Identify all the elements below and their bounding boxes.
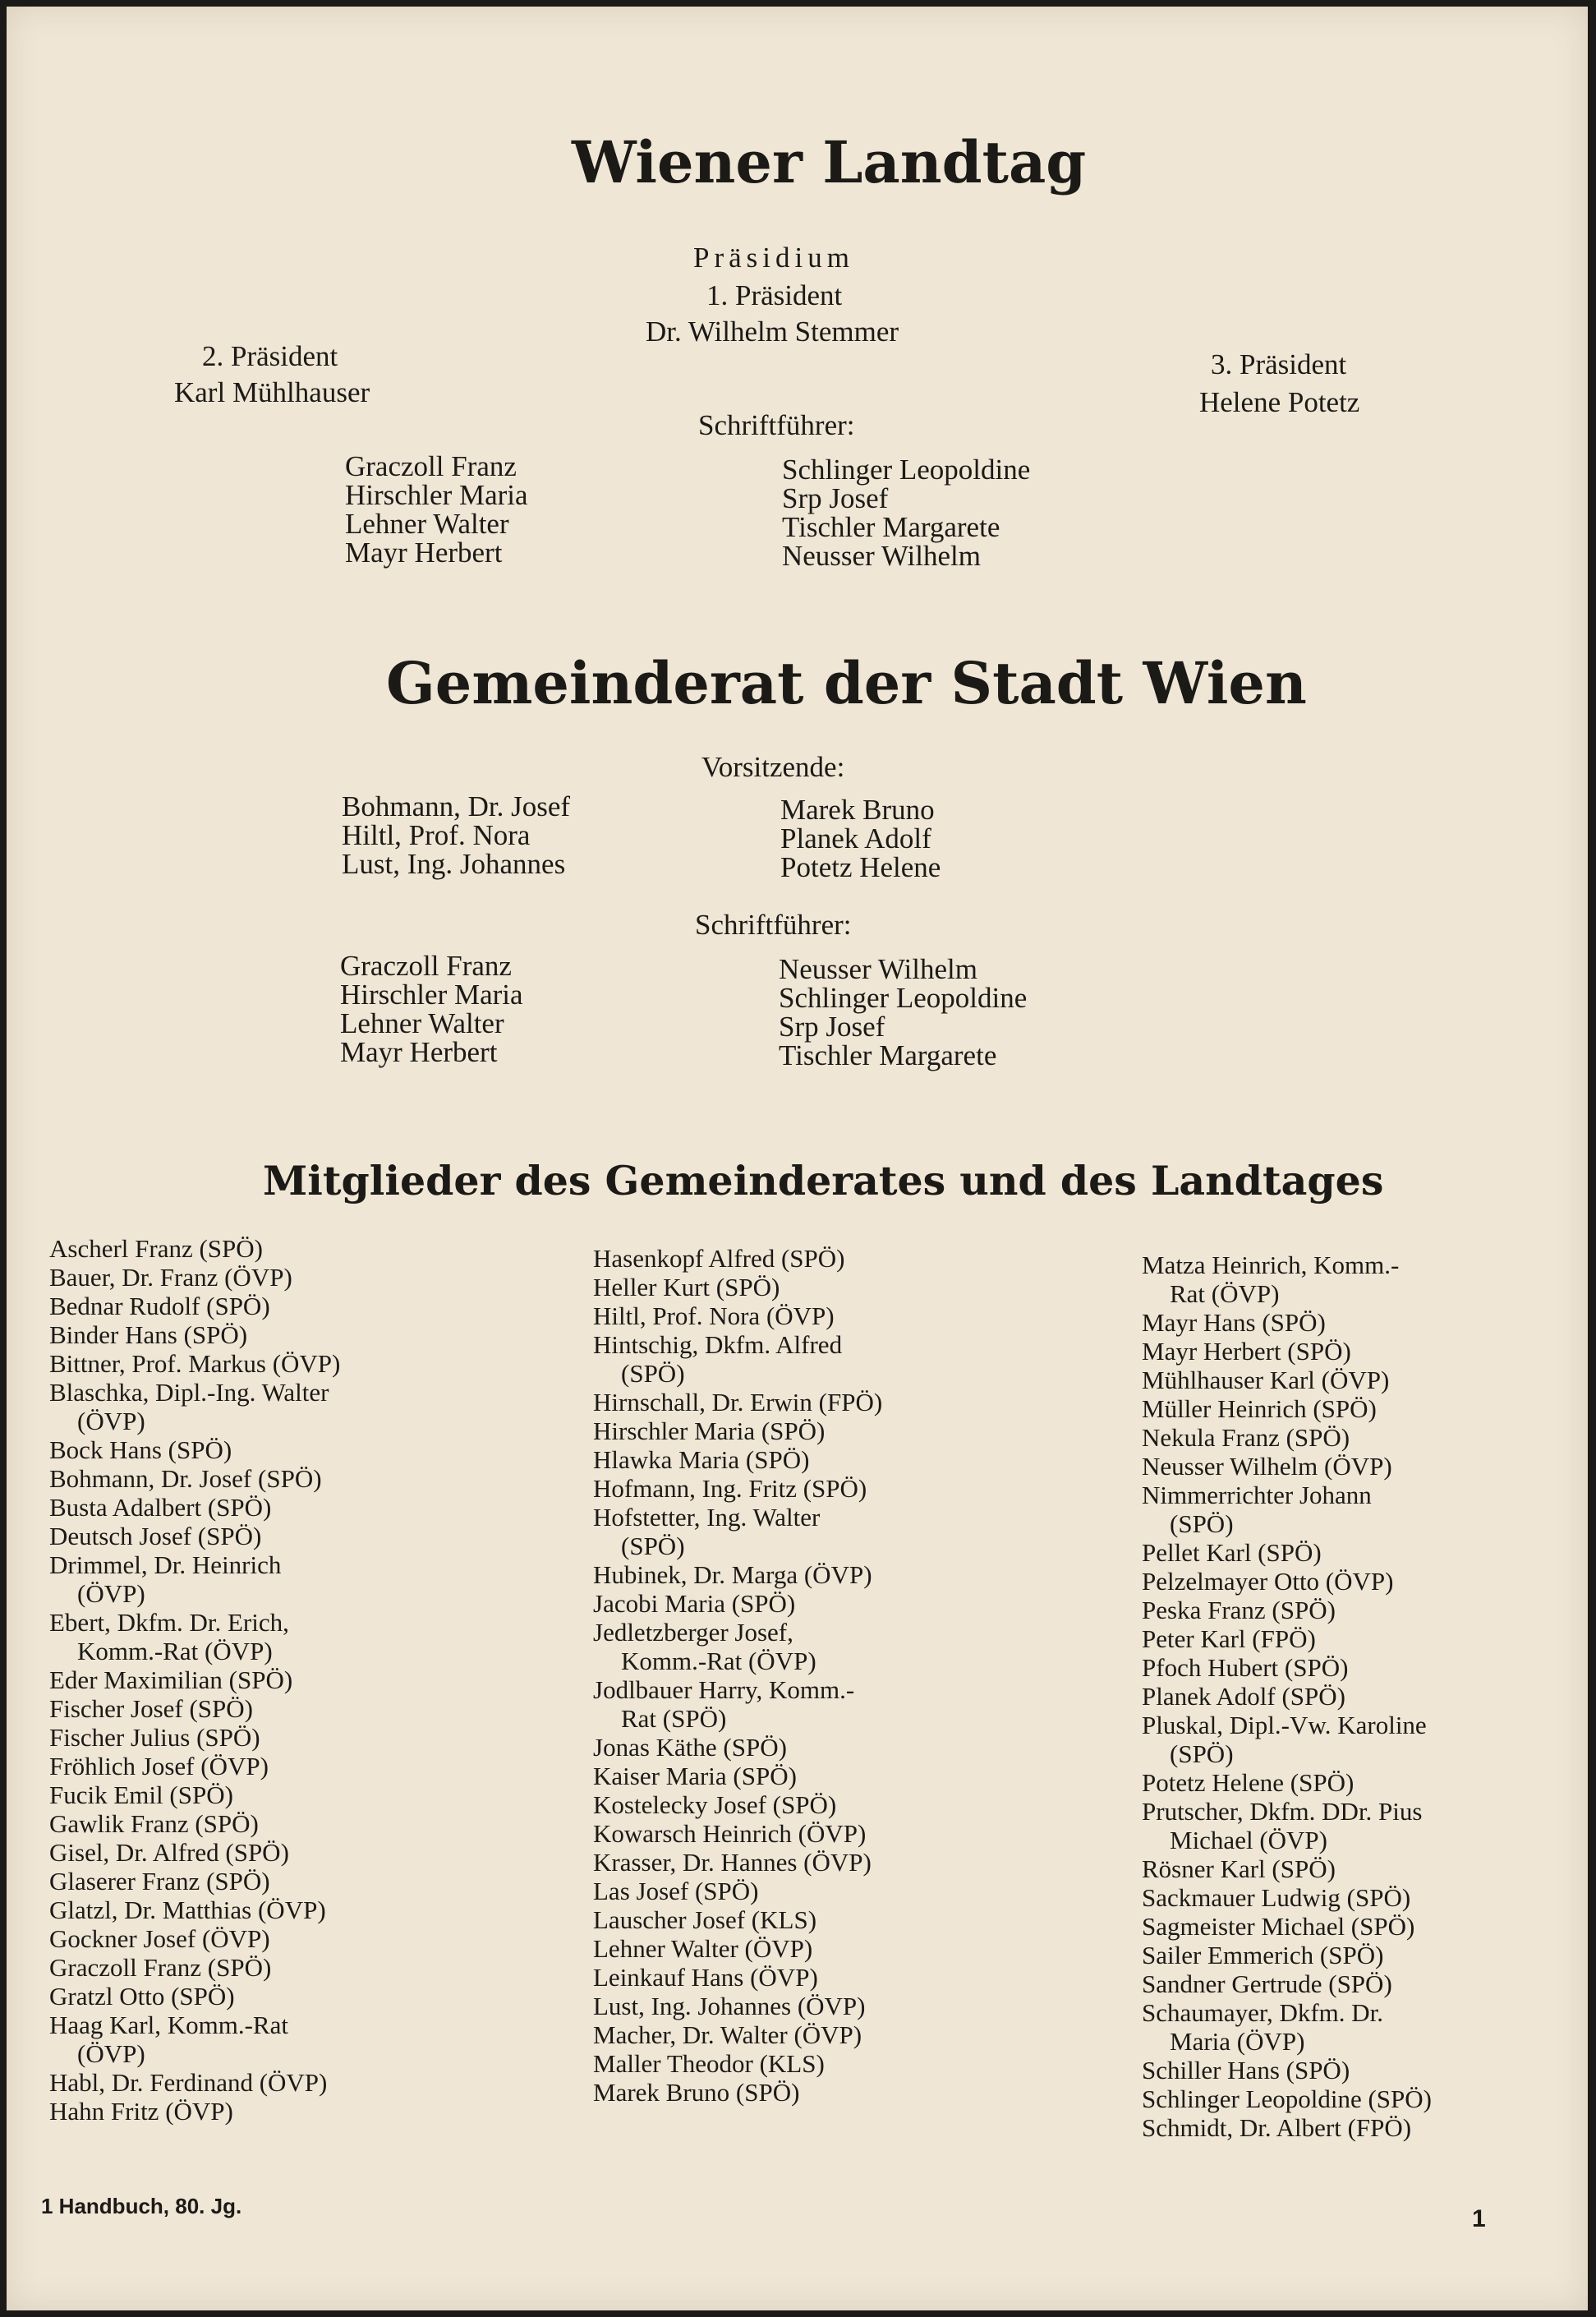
member-name: Pluskal, Dipl.-Vw. Karoline bbox=[1142, 1711, 1427, 1739]
member-entry-continuation: Rat (SPÖ) bbox=[621, 1704, 727, 1733]
member-entry bbox=[593, 1963, 882, 1992]
member-entry bbox=[49, 1665, 340, 1694]
member-name: Pfoch Hubert (SPÖ) bbox=[1142, 1653, 1349, 1682]
member-entry bbox=[1142, 1337, 1432, 1366]
member-name: Glaserer Franz (SPÖ) bbox=[49, 1867, 270, 1896]
member-entry bbox=[49, 1550, 340, 1608]
member-entry bbox=[1142, 1998, 1432, 2056]
member-entry bbox=[1142, 1251, 1432, 1308]
member-entry bbox=[1142, 1768, 1432, 1797]
member-entry bbox=[593, 1762, 882, 1790]
list-item: Lehner Walter bbox=[340, 1007, 504, 1039]
member-name: Heller Kurt (SPÖ) bbox=[593, 1273, 780, 1301]
member-name: Blaschka, Dipl.-Ing. Walter bbox=[49, 1378, 329, 1407]
member-name: Planek Adolf (SPÖ) bbox=[1142, 1682, 1345, 1711]
member-name: Hirschler Maria (SPÖ) bbox=[593, 1416, 826, 1445]
member-entry bbox=[1142, 1452, 1432, 1481]
member-name: Kostelecky Josef (SPÖ) bbox=[593, 1790, 837, 1819]
member-name: Peter Karl (FPÖ) bbox=[1142, 1624, 1316, 1653]
member-entry bbox=[593, 1301, 882, 1330]
member-name: Neusser Wilhelm (ÖVP) bbox=[1142, 1452, 1392, 1481]
member-entry bbox=[1142, 1912, 1432, 1941]
member-entry bbox=[1142, 2056, 1432, 2084]
gemeinderat-title: Gemeinderat der Stadt Wien bbox=[386, 649, 1307, 717]
vorsitzende-left bbox=[342, 792, 570, 878]
member-entry bbox=[49, 1608, 340, 1665]
member-entry bbox=[49, 1292, 340, 1320]
member-entry bbox=[593, 1675, 882, 1733]
member-name: Fucik Emil (SPÖ) bbox=[49, 1780, 233, 1809]
member-entry bbox=[49, 1234, 340, 1263]
member-entry bbox=[593, 2020, 882, 2049]
member-name: Gockner Josef (ÖVP) bbox=[49, 1924, 270, 1953]
member-entry bbox=[49, 1435, 340, 1464]
member-entry bbox=[49, 1320, 340, 1349]
member-name: Schiller Hans (SPÖ) bbox=[1142, 2056, 1350, 2084]
member-name: Schmidt, Dr. Albert (FPÖ) bbox=[1142, 2113, 1412, 2142]
list-item: Hirschler Maria bbox=[340, 979, 523, 1011]
member-entry bbox=[49, 1924, 340, 1953]
document-page bbox=[7, 7, 1588, 2310]
member-name: Drimmel, Dr. Heinrich bbox=[49, 1550, 282, 1579]
member-entry bbox=[1142, 1567, 1432, 1596]
member-name: Mayr Herbert (SPÖ) bbox=[1142, 1337, 1351, 1366]
member-name: Ascherl Franz (SPÖ) bbox=[49, 1234, 264, 1263]
member-entry bbox=[1142, 1682, 1432, 1711]
member-entry-continuation: Michael (ÖVP) bbox=[1170, 1826, 1327, 1854]
member-name: Hirnschall, Dr. Erwin (FPÖ) bbox=[593, 1388, 883, 1416]
president2-name: Karl Mühlhauser bbox=[174, 376, 370, 408]
member-entry bbox=[49, 1349, 340, 1378]
member-entry bbox=[1142, 1596, 1432, 1624]
member-name: Jedletzberger Josef, bbox=[593, 1618, 793, 1647]
member-entry-continuation: Maria (ÖVP) bbox=[1170, 2027, 1305, 2056]
praesidium-label: Präsidium bbox=[693, 242, 854, 274]
member-name: Nekula Franz (SPÖ) bbox=[1142, 1423, 1350, 1452]
member-name: Jonas Käthe (SPÖ) bbox=[593, 1733, 787, 1762]
member-name: Bohmann, Dr. Josef (SPÖ) bbox=[49, 1464, 322, 1493]
member-name: Bauer, Dr. Franz (ÖVP) bbox=[49, 1263, 292, 1292]
member-name: Prutscher, Dkfm. DDr. Pius bbox=[1142, 1797, 1423, 1826]
list-item: Graczoll Franz bbox=[340, 950, 512, 982]
member-entry bbox=[1142, 1941, 1432, 1969]
gemeinderat-schriftfuehrer-label: Schriftführer: bbox=[695, 909, 852, 941]
member-name: Hofstetter, Ing. Walter bbox=[593, 1503, 821, 1532]
member-name: Glatzl, Dr. Matthias (ÖVP) bbox=[49, 1896, 326, 1924]
list-item: Schlinger Leopoldine bbox=[779, 982, 1028, 1014]
member-name: Hahn Fritz (ÖVP) bbox=[49, 2097, 233, 2126]
member-name: Gisel, Dr. Alfred (SPÖ) bbox=[49, 1838, 289, 1867]
member-entry bbox=[593, 1905, 882, 1934]
member-name: Macher, Dr. Walter (ÖVP) bbox=[593, 2020, 862, 2049]
member-entry bbox=[49, 1378, 340, 1435]
member-entry-continuation: Komm.-Rat (ÖVP) bbox=[621, 1647, 816, 1675]
president3-name: Helene Potetz bbox=[1199, 386, 1360, 418]
list-item: Lust, Ing. Johannes bbox=[342, 848, 566, 880]
member-name: Gratzl Otto (SPÖ) bbox=[49, 1982, 235, 2011]
member-entry bbox=[1142, 1624, 1432, 1653]
member-entry bbox=[49, 2011, 340, 2068]
list-item: Planek Adolf bbox=[780, 822, 931, 854]
member-name: Bednar Rudolf (SPÖ) bbox=[49, 1292, 270, 1320]
member-entry bbox=[593, 1503, 882, 1560]
member-entry-continuation: (ÖVP) bbox=[77, 1579, 145, 1608]
president2-role: 2. Präsident bbox=[202, 340, 338, 372]
member-entry bbox=[49, 1809, 340, 1838]
member-name: Fischer Josef (SPÖ) bbox=[49, 1694, 253, 1723]
members-column-1 bbox=[49, 1234, 340, 2126]
member-entry bbox=[593, 2049, 882, 2078]
list-item: Hiltl, Prof. Nora bbox=[342, 819, 531, 851]
member-entry bbox=[49, 1896, 340, 1924]
page-number: 1 bbox=[1472, 2205, 1486, 2232]
member-entry bbox=[1142, 1854, 1432, 1883]
list-item: Mayr Herbert bbox=[345, 537, 503, 569]
member-name: Nimmerrichter Johann bbox=[1142, 1481, 1372, 1509]
member-name: Hlawka Maria (SPÖ) bbox=[593, 1445, 810, 1474]
member-name: Hubinek, Dr. Marga (ÖVP) bbox=[593, 1560, 872, 1589]
members-column-3 bbox=[1142, 1251, 1432, 2142]
member-name: Krasser, Dr. Hannes (ÖVP) bbox=[593, 1848, 872, 1877]
member-entry bbox=[49, 1493, 340, 1522]
member-name: Haag Karl, Komm.-Rat bbox=[49, 2011, 288, 2039]
member-entry bbox=[593, 1445, 882, 1474]
president3-role: 3. Präsident bbox=[1211, 348, 1347, 380]
list-item: Graczoll Franz bbox=[345, 450, 517, 482]
list-item: Neusser Wilhelm bbox=[782, 540, 981, 572]
member-entry bbox=[593, 1877, 882, 1905]
member-name: Sandner Gertrude (SPÖ) bbox=[1142, 1969, 1392, 1998]
list-item: Bohmann, Dr. Josef bbox=[342, 790, 571, 822]
member-entry bbox=[593, 1733, 882, 1762]
member-entry bbox=[49, 1464, 340, 1493]
member-name: Schaumayer, Dkfm. Dr. bbox=[1142, 1998, 1384, 2027]
member-entry bbox=[1142, 1481, 1432, 1538]
member-entry bbox=[49, 1982, 340, 2011]
member-entry bbox=[49, 1263, 340, 1292]
member-name: Hintschig, Dkfm. Alfred bbox=[593, 1330, 843, 1359]
list-item: Tischler Margarete bbox=[779, 1039, 997, 1071]
member-entry bbox=[593, 1848, 882, 1877]
member-entry-continuation: Komm.-Rat (ÖVP) bbox=[77, 1637, 273, 1665]
member-name: Gawlik Franz (SPÖ) bbox=[49, 1809, 259, 1838]
member-entry bbox=[49, 2068, 340, 2097]
gemeinderat-schriftfuehrer-left bbox=[340, 951, 523, 1066]
list-item: Schlinger Leopoldine bbox=[782, 454, 1031, 486]
member-entry bbox=[49, 2097, 340, 2126]
member-entry bbox=[49, 1522, 340, 1550]
list-item: Hirschler Maria bbox=[345, 479, 528, 511]
gemeinderat-schriftfuehrer-right bbox=[779, 955, 1027, 1070]
member-name: Mühlhauser Karl (ÖVP) bbox=[1142, 1366, 1390, 1394]
member-name: Kowarsch Heinrich (ÖVP) bbox=[593, 1819, 867, 1848]
member-entry bbox=[593, 1589, 882, 1618]
mitglieder-title: Mitglieder des Gemeinderates und des Landtages bbox=[263, 1157, 1384, 1205]
president1-name: Dr. Wilhelm Stemmer bbox=[646, 316, 899, 348]
member-entry bbox=[1142, 1797, 1432, 1854]
landtag-schriftfuehrer-label: Schriftführer: bbox=[698, 409, 855, 441]
member-entry bbox=[49, 1838, 340, 1867]
member-name: Mayr Hans (SPÖ) bbox=[1142, 1308, 1326, 1337]
landtag-schriftfuehrer-right bbox=[782, 455, 1030, 570]
member-name: Rösner Karl (SPÖ) bbox=[1142, 1854, 1336, 1883]
member-name: Las Josef (SPÖ) bbox=[593, 1877, 759, 1905]
member-entry bbox=[593, 1474, 882, 1503]
member-name: Lauscher Josef (KLS) bbox=[593, 1905, 817, 1934]
member-entry bbox=[1142, 1969, 1432, 1998]
member-entry bbox=[49, 1953, 340, 1982]
member-name: Sailer Emmerich (SPÖ) bbox=[1142, 1941, 1384, 1969]
member-name: Lehner Walter (ÖVP) bbox=[593, 1934, 813, 1963]
member-entry bbox=[1142, 1653, 1432, 1682]
list-item: Tischler Margarete bbox=[782, 511, 1000, 543]
member-name: Matza Heinrich, Komm.- bbox=[1142, 1251, 1400, 1279]
member-name: Jacobi Maria (SPÖ) bbox=[593, 1589, 796, 1618]
member-entry bbox=[49, 1867, 340, 1896]
member-entry-continuation: (ÖVP) bbox=[77, 1407, 145, 1435]
president1-role: 1. Präsident bbox=[706, 279, 843, 311]
member-entry bbox=[593, 1618, 882, 1675]
member-entry-continuation: Rat (ÖVP) bbox=[1170, 1279, 1280, 1308]
list-item: Marek Bruno bbox=[780, 794, 935, 826]
member-name: Busta Adalbert (SPÖ) bbox=[49, 1493, 272, 1522]
member-entry bbox=[49, 1694, 340, 1723]
list-item: Lehner Walter bbox=[345, 508, 509, 540]
members-column-2 bbox=[593, 1244, 882, 2107]
member-entry bbox=[1142, 1883, 1432, 1912]
member-name: Deutsch Josef (SPÖ) bbox=[49, 1522, 262, 1550]
member-name: Peska Franz (SPÖ) bbox=[1142, 1596, 1336, 1624]
member-entry bbox=[1142, 1366, 1432, 1394]
member-entry bbox=[593, 1273, 882, 1301]
member-name: Eder Maximilian (SPÖ) bbox=[49, 1665, 293, 1694]
list-item: Srp Josef bbox=[779, 1011, 885, 1043]
member-entry bbox=[1142, 2113, 1432, 2142]
member-entry bbox=[1142, 1711, 1432, 1768]
vorsitzende-right bbox=[780, 795, 941, 882]
member-name: Binder Hans (SPÖ) bbox=[49, 1320, 248, 1349]
member-entry-continuation: (ÖVP) bbox=[77, 2039, 145, 2068]
footer-source: 1 Handbuch, 80. Jg. bbox=[41, 2194, 242, 2218]
member-name: Habl, Dr. Ferdinand (ÖVP) bbox=[49, 2068, 328, 2097]
list-item: Potetz Helene bbox=[780, 851, 941, 883]
member-name: Maller Theodor (KLS) bbox=[593, 2049, 825, 2078]
member-name: Marek Bruno (SPÖ) bbox=[593, 2078, 800, 2107]
member-entry bbox=[1142, 2084, 1432, 2113]
member-name: Pelzelmayer Otto (ÖVP) bbox=[1142, 1567, 1394, 1596]
member-entry bbox=[593, 1416, 882, 1445]
member-name: Schlinger Leopoldine (SPÖ) bbox=[1142, 2084, 1433, 2113]
member-name: Potetz Helene (SPÖ) bbox=[1142, 1768, 1355, 1797]
list-item: Srp Josef bbox=[782, 482, 889, 514]
member-name: Fröhlich Josef (ÖVP) bbox=[49, 1752, 269, 1780]
landtag-schriftfuehrer-left bbox=[345, 452, 528, 567]
member-name: Lust, Ing. Johannes (ÖVP) bbox=[593, 1992, 866, 2020]
member-name: Hofmann, Ing. Fritz (SPÖ) bbox=[593, 1474, 867, 1503]
member-entry bbox=[49, 1752, 340, 1780]
member-entry-continuation: (SPÖ) bbox=[1170, 1739, 1234, 1768]
member-entry-continuation: (SPÖ) bbox=[621, 1532, 685, 1560]
member-entry bbox=[593, 2078, 882, 2107]
member-entry bbox=[593, 1790, 882, 1819]
member-name: Bittner, Prof. Markus (ÖVP) bbox=[49, 1349, 341, 1378]
member-entry-continuation: (SPÖ) bbox=[621, 1359, 685, 1388]
member-entry bbox=[593, 1388, 882, 1416]
member-name: Hiltl, Prof. Nora (ÖVP) bbox=[593, 1301, 835, 1330]
list-item: Neusser Wilhelm bbox=[779, 953, 977, 985]
member-name: Jodlbauer Harry, Komm.- bbox=[593, 1675, 855, 1704]
member-name: Graczoll Franz (SPÖ) bbox=[49, 1953, 272, 1982]
member-entry bbox=[49, 1723, 340, 1752]
vorsitzende-label: Vorsitzende: bbox=[701, 751, 845, 783]
member-entry bbox=[593, 1819, 882, 1848]
member-name: Kaiser Maria (SPÖ) bbox=[593, 1762, 797, 1790]
member-entry bbox=[593, 1992, 882, 2020]
member-name: Pellet Karl (SPÖ) bbox=[1142, 1538, 1322, 1567]
member-name: Bock Hans (SPÖ) bbox=[49, 1435, 232, 1464]
member-entry bbox=[593, 1244, 882, 1273]
landtag-title: Wiener Landtag bbox=[572, 128, 1087, 196]
member-name: Fischer Julius (SPÖ) bbox=[49, 1723, 260, 1752]
member-name: Sagmeister Michael (SPÖ) bbox=[1142, 1912, 1415, 1941]
member-name: Sackmauer Ludwig (SPÖ) bbox=[1142, 1883, 1411, 1912]
member-entry bbox=[1142, 1538, 1432, 1567]
list-item: Mayr Herbert bbox=[340, 1036, 498, 1068]
member-entry bbox=[1142, 1423, 1432, 1452]
member-entry bbox=[1142, 1394, 1432, 1423]
member-entry bbox=[593, 1934, 882, 1963]
member-name: Müller Heinrich (SPÖ) bbox=[1142, 1394, 1377, 1423]
member-name: Hasenkopf Alfred (SPÖ) bbox=[593, 1244, 845, 1273]
member-entry bbox=[593, 1560, 882, 1589]
member-entry bbox=[49, 1780, 340, 1809]
member-entry bbox=[1142, 1308, 1432, 1337]
member-name: Leinkauf Hans (ÖVP) bbox=[593, 1963, 818, 1992]
member-entry bbox=[593, 1330, 882, 1388]
member-name: Ebert, Dkfm. Dr. Erich, bbox=[49, 1608, 289, 1637]
member-entry-continuation: (SPÖ) bbox=[1170, 1509, 1234, 1538]
